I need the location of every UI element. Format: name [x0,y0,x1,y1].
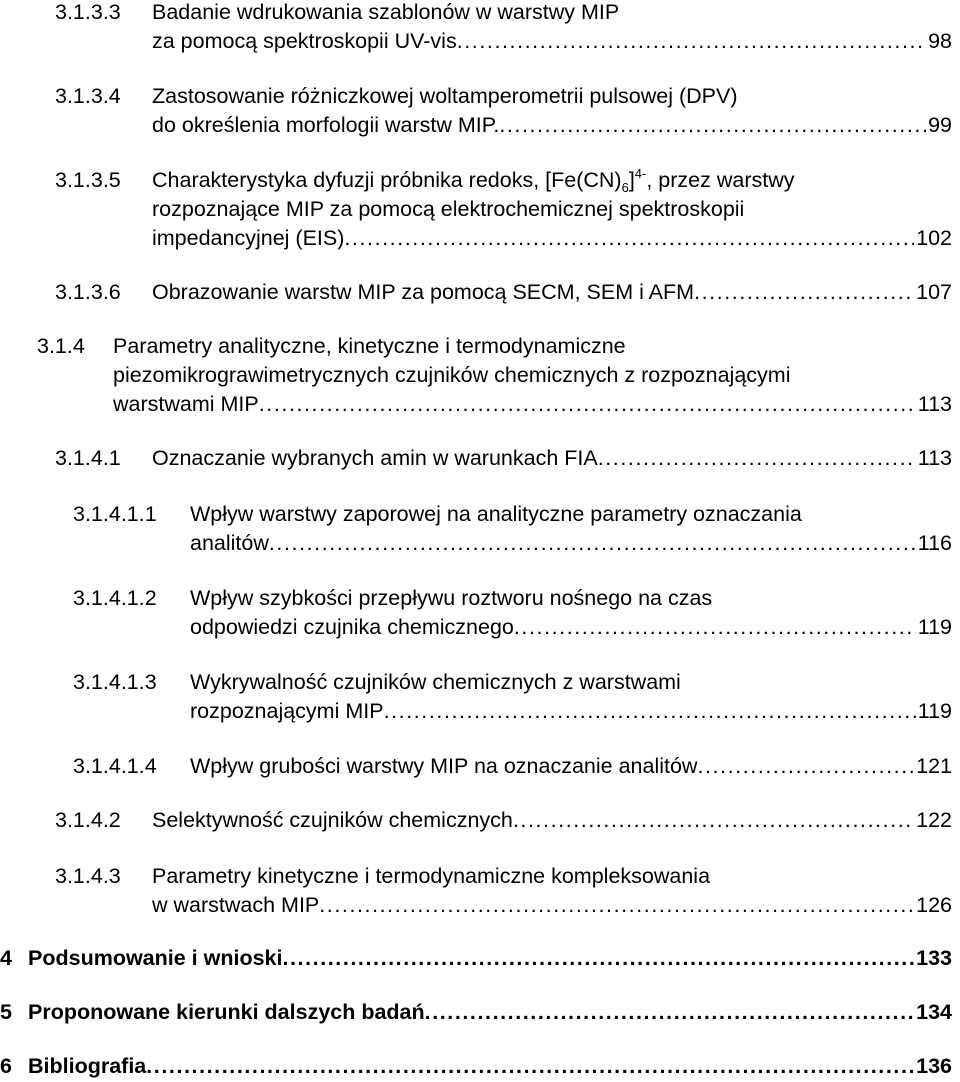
entry-title-line: Proponowane kierunki dalszych badań [28,1000,425,1024]
dot-leader [697,752,914,781]
entry-title-line: Selektywność czujników chemicznych [152,808,513,832]
entry-title-line: Obrazowanie warstw MIP za pomocą SECM, SEM i AFM [152,280,695,304]
section-number: 3.1.4.3 [55,864,121,888]
dot-leader [457,27,926,56]
dot-leader [425,998,914,1027]
section-number: 3.1.4 [37,334,85,358]
entry-title-line: Wpływ grubości warstwy MIP na oznaczanie analitów [190,754,698,778]
entry-title-line: analitów [190,531,269,555]
page-number: 102 [916,226,952,250]
entry-title-line: piezomikrograwimetrycznych czujników chemicznych z rozpoznającymi [113,363,791,387]
entry-title-line: do określenia morfologii warstw MIP. [152,113,500,137]
page-number: 121 [916,754,952,778]
section-number: 3.1.3.5 [55,168,121,192]
superscript: 4- [634,166,647,181]
section-number: 3.1.4.1.1 [73,502,157,526]
page-number: 113 [917,392,952,416]
entry-title-line: odpowiedzi czujnika chemicznego [190,615,514,639]
entry-title-line: za pomocą spektroskopii UV-vis [152,29,457,53]
entry-title-line: Podsumowanie i wnioski [28,946,283,970]
section-number: 3.1.3.3 [55,0,121,24]
section-number: 3.1.3.6 [55,280,121,304]
section-number: 6 [0,1054,12,1078]
section-number: 4 [0,946,12,970]
entry-title-line: Wpływ szybkości przepływu roztworu nośnego na czas [190,586,713,610]
page-number: 122 [916,808,952,832]
dot-leader [384,697,916,726]
page-number: 99 [928,113,952,137]
entry-title-line: Parametry kinetyczne i termodynamiczne kompleksowania [152,864,711,888]
dot-leader [282,944,914,973]
dot-leader [514,613,916,642]
entry-title-line [152,166,952,195]
entry-title-line: rozpoznające MIP za pomocą elektrochemicznej spektroskopii [152,197,745,221]
dot-leader [513,806,914,835]
entry-title-line: Parametry analityczne, kinetyczne i termodynamiczne [113,334,626,358]
entry-title-line: Wykrywalność czujników chemicznych z warstwami [190,670,681,694]
page-number: 119 [917,615,952,639]
page-number: 116 [917,531,952,555]
dot-leader [146,1052,914,1081]
page-number: 119 [917,699,952,723]
entry-title-line: Bibliografia [28,1054,147,1078]
dot-leader [259,390,916,419]
entry-title-line: rozpoznającymi MIP [190,699,384,723]
section-number: 3.1.4.1.4 [73,754,157,778]
entry-title-line: w warstwach MIP [152,893,320,917]
entry-title-line: Wpływ warstwy zaporowej na analityczne parametry oznaczania [190,502,802,526]
page-number: 136 [916,1054,952,1078]
page-number: 134 [916,1000,952,1024]
page-number: 126 [916,893,952,917]
page-number: 113 [917,446,952,470]
dot-leader [269,529,916,558]
entry-title-line: impedancyjnej (EIS) [152,226,345,250]
dot-leader [598,444,916,473]
title-text: Charakterystyka dyfuzji próbnika redoks, [Fe(CN) [152,168,622,192]
section-number: 3.1.4.2 [55,808,121,832]
page-number: 98 [928,29,952,53]
dot-leader [499,111,926,140]
entry-title-line: Zastosowanie różniczkowej woltamperometrii pulsowej (DPV) [152,84,738,108]
section-number: 5 [0,1000,12,1024]
section-number: 3.1.4.1.2 [73,586,157,610]
section-number: 3.1.3.4 [55,84,121,108]
entry-title-line: Badanie wdrukowania szablonów w warstwy MIP [152,0,620,24]
section-number: 3.1.4.1.3 [73,670,157,694]
title-text: ] [628,168,635,192]
entry-title-line: Oznaczanie wybranych amin w warunkach FIA [152,446,598,470]
dot-leader [319,891,914,920]
subscript: 6 [621,180,629,195]
section-number: 3.1.4.1 [55,446,121,470]
entry-title-line: warstwami MIP [113,392,259,416]
dot-leader [694,278,914,307]
page-number: 107 [916,280,952,304]
page-number: 133 [916,946,952,970]
dot-leader [344,224,914,253]
title-text: , przez warstwy [646,168,795,192]
